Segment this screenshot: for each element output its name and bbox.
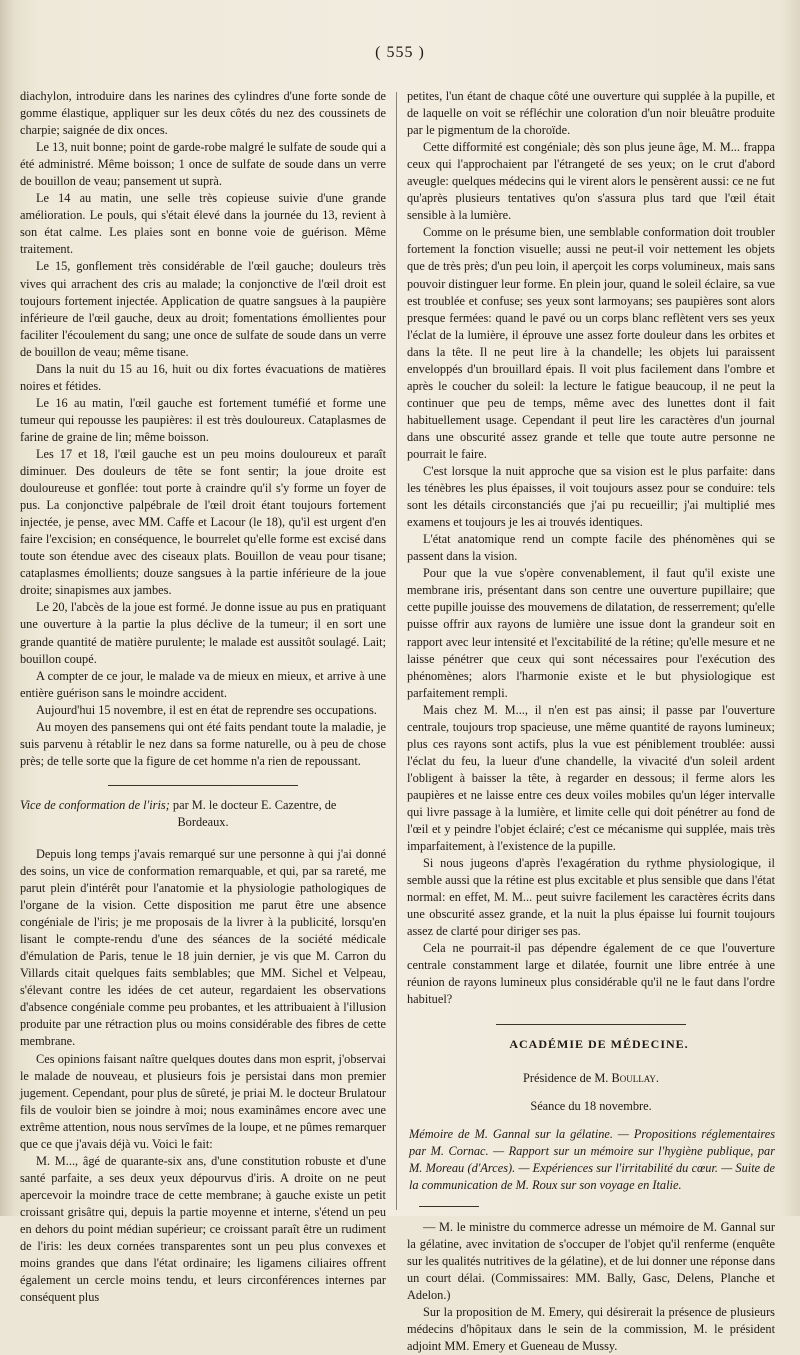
iris-article-body — [20, 846, 386, 1306]
right-column — [407, 88, 775, 1354]
presidency-line — [407, 1070, 775, 1087]
session-summary: Mémoire de M. Gannal sur la gélatine. — Propositions réglementaires par M. Cornac. — Rapport sur un mémoire sur l'hygiène publique, par M. Moreau (d'Arces). — Expériences sur l'irritabilité du cœur. — Suite de la communication de M. Roux sur son voyage en Italie. — [409, 1126, 775, 1192]
article-title-author: par M. le docteur E. Cazentre, de — [169, 797, 337, 812]
paragraph: diachylon, introduire dans les narines des cylindres d'une forte sonde de gomme élastique, appliquer sur les deux côtés du nez des coussinets de charpie; saignée de dix onces. — [20, 89, 386, 138]
president-name: Boullay. — [611, 1070, 659, 1085]
paragraph: Pour que la vue s'opère convenablement, il faut qu'il existe une membrane iris, présentant dans son centre une ouverture pupillaire; que cette pupille jouisse des mouvemens de dilatation, de resserrement; qu'elle puisse offrir aux rayons de lumière une issue dont la grandeur soit en rapport avec leur intensité et l'excitabilité de la rétine; qu'elle mesure et ne laisse pénétrer que ceux qui sont nécessaires pour l'exécution des phénomènes; alors l'harmonie existe et le but physiologique est parfaitement rempli. — [407, 566, 775, 700]
article-title-italic: Vice de conformation de l'iris; — [20, 797, 170, 812]
page-number: ( 555 ) — [375, 44, 425, 61]
paragraph: Cela ne pourrait-il pas dépendre également de ce que l'ouverture centrale constamment large et dilatée, fournit une libre entrée à une réunion de rayons lumineux plus considérable qu'il ne le faut dans l'ordre habituel? — [407, 941, 775, 1007]
left-column — [20, 88, 386, 1305]
paragraph: M. M..., âgé de quarante-six ans, d'une constitution robuste et d'une santé parfaite, a ses deux yeux dépourvus d'iris. A droite on ne peut apercevoir la moindre trace de cette membrane; à gauche existe un petit croissant grisâtre qui, depuis la partie moyenne et interne, s'étend un peu en dehors du point médian supérieur; ce croissant paraît être un rudiment de l'iris: les deux cornées transparentes sont un peu plus convexes et moins grandes que dans l'état ordinaire; les ligamens ciliaires offrent également un cercle moins tendu, et leurs circonférences internes par conséquent plus — [20, 1153, 386, 1305]
summary-divider — [419, 1206, 479, 1207]
section-divider — [108, 785, 298, 786]
paragraph: Cette difformité est congéniale; dès son plus jeune âge, M. M... frappa ceux qui l'approchaient par l'étrangeté de ses yeux; on le crut d'abord aveugle: quelques médecins qui le virent alors le pensèrent aussi: ce ne fut qu'après plusieurs tentatives qu'on s'assura plus tard que l'œil était sensible à la lumière. — [407, 140, 775, 223]
paragraph: Aujourd'hui 15 novembre, il est en état de reprendre ses occupations. — [36, 702, 377, 717]
paragraph: Sur la proposition de M. Emery, qui désirerait la présence de plusieurs médecins d'hôpitaux dans le sein de la commission, M. le président adjoint MM. Emery et Gueneau de Mussy. — [407, 1305, 775, 1354]
paragraph: Ces opinions faisant naître quelques doutes dans mon esprit, j'observai le malade de nouveau, et plusieurs fois je persistai dans mon premier jugement. Cependant, pour plus de sûreté, je priai M. le docteur Brulatour fils de vouloir bien se joindre à moi; nous examinâmes encore avec une extrême attention, nous nous servîmes de la loupe, et ne pûmes remarquer que ce que j'avais déjà vu. Voici le fait: — [20, 1051, 386, 1151]
paragraph: Les 17 et 18, l'œil gauche est un peu moins douloureux et paraît diminuer. Des douleurs de tête se font sentir; la joue droite est douloureuse et gonflée: tout porte à craindre qu'il s'y forme un foyer de pus. La conjonctive palpébrale de l'œil droit étant toujours fortement injectée, je pense, avec MM. Caffe et Lacour (le 18), qu'il est urgent d'en faire l'excision; en conséquence, le bourrelet qu'elle forme est excisé dans toute son étendue avec des ciseaux plats. Bouillon de veau pour tisane; cataplasmes émollients; douze sangsues à la partie inférieure de la joue droite; sinapismes aux jambes. — [20, 446, 386, 598]
paragraph: Le 16 au matin, l'œil gauche est fortement tuméfié et forme une tumeur qui repousse les paupières: il est très douloureux. Cataplasmes de farine de graine de lin; même boisson. — [20, 395, 386, 444]
session-date: Séance du 18 novembre. — [530, 1098, 652, 1113]
paragraph: Si nous jugeons d'après l'exagération du rythme physiologique, il semble aussi que la rétine est plus excitable et plus sensible que dans l'état normal: en effet, M. M... peut suivre facilement les caractères écrits dans une obscurité assez grande, et la nuit la plus épaisse lui fournit toujours assez de clarté pour diriger ses pas. — [407, 856, 775, 939]
article-title — [20, 797, 386, 831]
paragraph: A compter de ce jour, le malade va de mieux en mieux, et arrive à une entière guérison sans le moindre accident. — [20, 668, 386, 700]
paragraph: Le 15, gonflement très considérable de l'œil gauche; douleurs très vives qui arrachent des cris au malade; la conjonctive de l'œil droit est toujours fortement injectée. Application de quatre sangsues à la paupière inférieure de l'œil gauche, deux au droit; fomentations émollientes pour faciliter l'écoulement du sang; une once de sulfate de soude dans un verre de bouillon de veau; même tisane. — [20, 259, 386, 359]
column-rule — [396, 92, 397, 1210]
academy-heading: ACADÉMIE DE MÉDECINE. — [509, 1036, 689, 1051]
paragraph: Le 14 au matin, une selle très copieuse suivie d'une grande amélioration. Le pouls, qui s'était élevé dans la journée du 13, revient à son état calme. Les plaies sont en bonne voie de guérison. Même traitement. — [20, 191, 386, 257]
paragraph: Le 13, nuit bonne; point de garde-robe malgré le sulfate de soude qui a été administré. Même boisson; 1 once de sulfate de soude dans un verre de bouillon de veau; pansement ut suprà. — [20, 140, 386, 189]
paragraph: Mais chez M. M..., il n'en est pas ainsi; il passe par l'ouverture centrale, toujours trop spacieuse, une même quantité de rayons lumineux; plus ces rayons sont actifs, plus la vue est péniblement troublée: aussi l'éclat du feu, la lueur d'une chandelle, la vivacité d'un soleil ardent l'obligent à baisser la tête, à regarder en dessous; il ferme alors les paupières et ne laisse entre ces deux voiles mobiles qu'un léger intervalle qui livre passage à la lumière, et limite celle qui doit pénétrer au fond de l'œil et y peindre l'objet éclairé; c'est ce mécanisme qui supplée, mais très imparfaitement, à l'existence de la pupille. — [407, 702, 775, 854]
section-divider — [496, 1024, 686, 1025]
paragraph: Le 20, l'abcès de la joue est formé. Je donne issue au pus en pratiquant une ouverture à la partie la plus déclive de la tumeur; il en sort une grande quantité de matière purulente; le malade est aussitôt soulagé. Lait; bouillon coupé. — [20, 600, 386, 666]
iris-article-continuation — [407, 88, 775, 1009]
paragraph: Comme on le présume bien, une semblable conformation doit troubler fortement la fonction visuelle; aussi ne peut-il voir nettement les objets que de très près; d'un peu loin, il aperçoit les corps volumineux, mais sans pouvoir distinguer leur forme. En plein jour, quand le soleil éclaire, sa vue est troublée et confuse; ses yeux sont larmoyans; ses paupières sont alors presque fermées: quand le pavé ou un corps blanc reflètent vers ses yeux l'éclat de la lumière, il éprouve une assez forte douleur dans les orbites et dans la tête. Il ne peut lire à la chandelle; les objets lui paraissent enveloppés d'un brouillard épais. Il voit plus facilement dans l'ombre et après le coucher du soleil: la lecture le fatigue beaucoup, il ne peut la continuer que peu de temps, même avec des lunettes dont il fait habituellement usage. Cependant il peut lire les caractères d'un journal dans une obscurité assez grande et telle que toute autre personne ne pourrait le faire. — [407, 225, 775, 461]
article-title-place: Bordeaux. — [177, 814, 229, 829]
paragraph: petites, l'un étant de chaque côté une ouverture qui supplée à la pupille, et de laquelle on voit se réfléchir une coloration d'un noir bleuâtre produite par le pigmentum de la choroïde. — [407, 89, 775, 138]
paragraph: Depuis long temps j'avais remarqué sur une personne à qui j'ai donné des soins, un vice de conformation remarquable, et qui, par sa rareté, me parut plein d'intérêt pour l'anatomie et la physiologie pathologiques de l'organe de la vision. Cette disposition me parut être une absence congéniale de l'iris; je me proposais de la livrer à la publicité, lorsqu'en lisant le compte-rendu d'une des séances de la société médicale d'émulation de Paris, tenue le 18 juin dernier, je vis que M. Carron du Villards citait quelques faits semblables; que MM. Sichel et Velpeau, s'élevant contre les idées de cet auteur, regardaient les observations d'absence congéniale comme peu probantes, et les attribuaient à l'illusion produite par une rétraction plus ou moins considérable des fibres de cette membrane. — [20, 846, 386, 1049]
paragraph: — M. le ministre du commerce adresse un mémoire de M. Gannal sur la gélatine, avec invitation de s'occuper de l'objet qu'il renferme (enquête sur les qualités nutritives de la gélatine), et de lui donner une réponse dans un court délai. (Commissaires: MM. Bally, Gasc, Delens, Planche et Adelon.) — [407, 1219, 775, 1303]
paragraph: Dans la nuit du 15 au 16, huit ou dix fortes évacuations de matières noires et fétides. — [20, 361, 386, 393]
session-proceedings — [407, 1219, 775, 1355]
presidency-prefix: Présidence de M. — [523, 1070, 612, 1085]
paragraph: L'état anatomique rend un compte facile des phénomènes qui se passent dans la vision. — [407, 532, 775, 564]
paragraph: C'est lorsque la nuit approche que sa vision est le plus parfaite: dans les ténèbres les plus épaisses, il voit toujours assez pour se conduire: tels sont les détails circonstanciés que j'ai pu recueillir; j'ai multiplié mes examens et toujours je les ai trouvés identiques. — [407, 464, 775, 530]
paragraph: Au moyen des pansemens qui ont été faits pendant toute la maladie, je suis parvenu à rétablir le nez dans sa forme naturelle, ou à peu de chose près; de telle sorte que la figure de cet homme n'a rien de repoussant. — [20, 719, 386, 768]
case-report-continuation — [20, 88, 386, 770]
